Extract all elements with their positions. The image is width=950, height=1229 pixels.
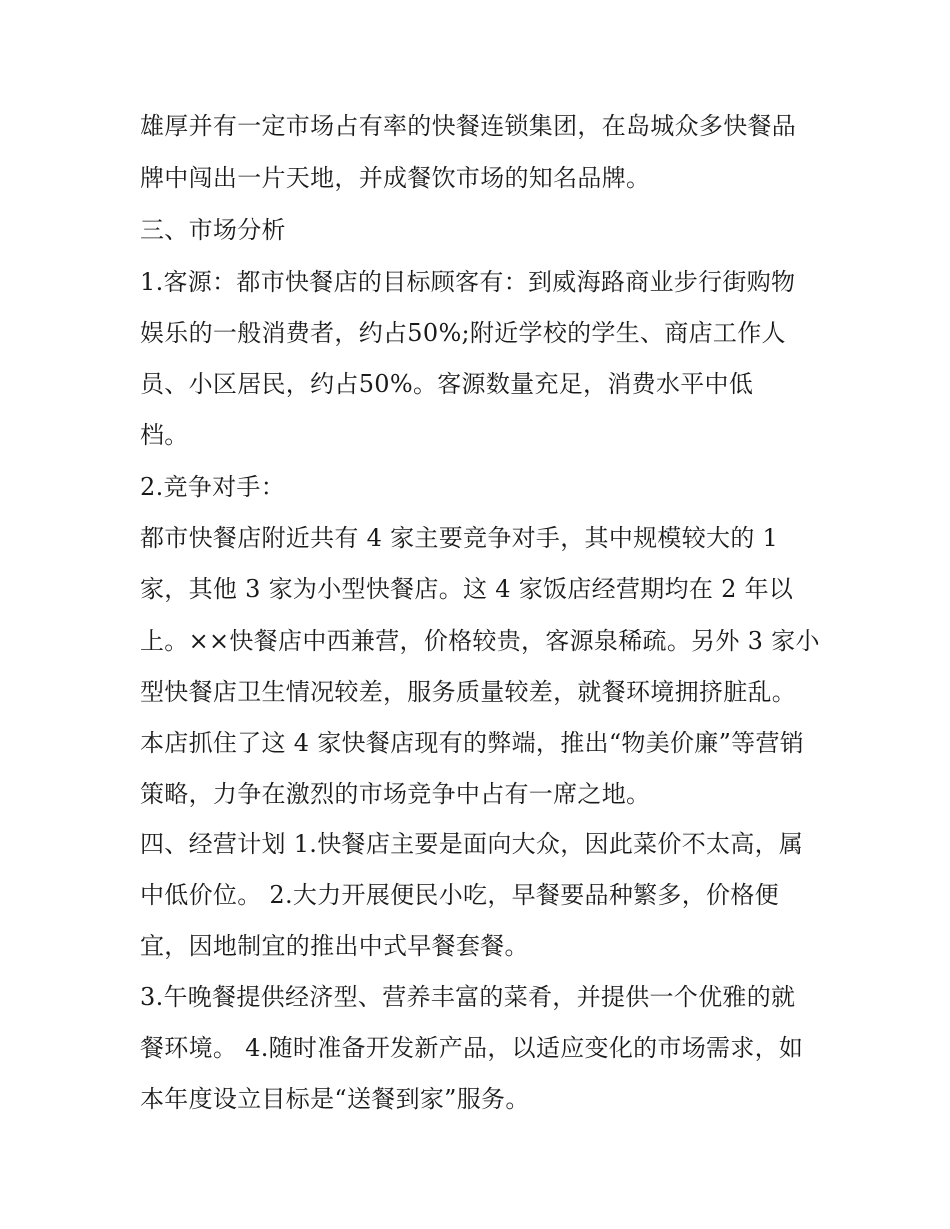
text-line: 雄厚并有一定市场占有率的快餐连锁集团，在岛城众多快餐品 [140, 112, 797, 140]
text-line: 中低价位。 2.大力开展便民小吃，早餐要品种繁多，价格便 [140, 881, 779, 909]
text-line: 都市快餐店附近共有 4 家主要竞争对手，其中规模较大的 1 [140, 524, 779, 552]
section-heading: 三、市场分析 [140, 216, 286, 244]
text-line: 牌中闯出一片天地，并成餐饮市场的知名品牌。 [140, 164, 651, 192]
text-line: 1.客源：都市快餐店的目标顾客有：到威海路商业步行街购物 [140, 268, 796, 296]
text-line: 本店抓住了这 4 家快餐店现有的弊端，推出“物美价廉”等营销 [140, 729, 805, 757]
section-heading: 四、经营计划 1.快餐店主要是面向大众，因此菜价不太高，属 [140, 830, 804, 858]
text-line: 餐环境。 4.随时准备开发新产品，以适应变化的市场需求，如 [140, 1034, 804, 1062]
text-line: 本年度设立目标是“送餐到家”服务。 [140, 1085, 530, 1113]
text-line: 型快餐店卫生情况较差，服务质量较差，就餐环境拥挤脏乱。 [140, 678, 797, 706]
subheading: 2.竞争对手： [140, 473, 285, 501]
text-line: 宜，因地制宜的推出中式早餐套餐。 [140, 932, 529, 960]
text-line: 家，其他 3 家为小型快餐店。这 4 家饭店经营期均在 2 年以 [140, 575, 794, 603]
text-line: 上。××快餐店中西兼营，价格较贵，客源泉稀疏。另外 3 家小 [140, 627, 820, 655]
text-line: 策略，力争在激烈的市场竞争中占有一席之地。 [140, 780, 651, 808]
text-line: 员、小区居民，约占50%。客源数量充足，消费水平中低 [140, 370, 754, 398]
text-line: 档。 [140, 421, 189, 449]
text-line: 娱乐的一般消费者，约占50%;附近学校的学生、商店工作人 [140, 319, 786, 347]
text-line: 3.午晚餐提供经济型、营养丰富的菜肴，并提供一个优雅的就 [140, 983, 796, 1011]
